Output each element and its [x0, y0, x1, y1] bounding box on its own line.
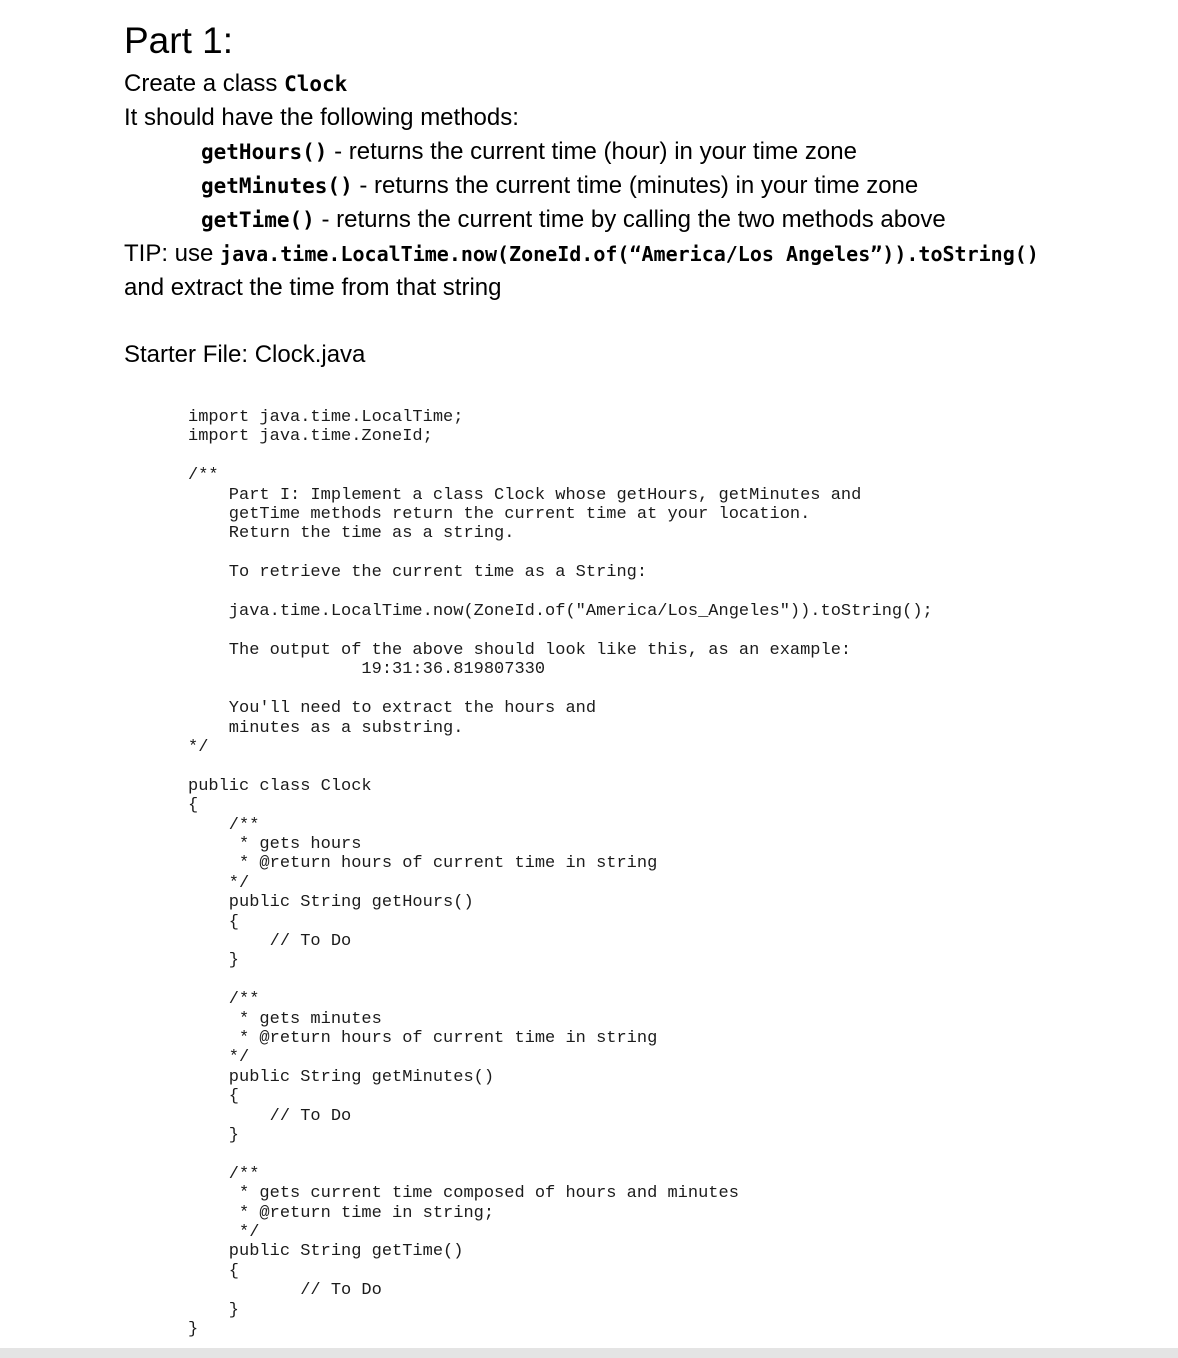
- create-class-line: [124, 67, 347, 101]
- code-line: [188, 680, 933, 699]
- code-line: Return the time as a string.: [188, 524, 515, 544]
- code-line: Part I: Implement a class Clock whose getHours, getMinutes and: [188, 485, 862, 505]
- code-line: You'll need to extract the hours and: [188, 699, 597, 719]
- code-line: * gets current time composed of hours and minutes: [188, 1184, 739, 1204]
- code-line: [188, 757, 933, 776]
- create-class-text: Create a class: [124, 70, 285, 97]
- code-line: */: [188, 1048, 250, 1068]
- page-title: Part 1:: [124, 20, 233, 61]
- code-line: [188, 621, 933, 640]
- code-line: public String getMinutes(): [188, 1067, 495, 1087]
- code-line: The output of the above should look like this, as an example:: [188, 640, 852, 660]
- method-description: - returns the current time (minutes) in your time zone: [352, 172, 919, 199]
- code-line: }: [188, 1126, 240, 1146]
- method-name: getHours(): [201, 140, 328, 164]
- code-line: {: [188, 1087, 240, 1107]
- method-description: - returns the current time by calling the two methods above: [314, 206, 946, 233]
- code-line: import java.time.LocalTime;: [188, 408, 464, 427]
- code-line: [188, 971, 933, 990]
- code-line: getTime methods return the current time at your location.: [188, 505, 811, 525]
- code-line: * gets hours: [188, 834, 362, 854]
- code-line: // To Do: [188, 1281, 382, 1301]
- code-line: [188, 583, 933, 602]
- code-line: // To Do: [188, 1106, 352, 1126]
- code-line: java.time.LocalTime.now(ZoneId.of("America/Los_Angeles")).toString();: [188, 602, 933, 622]
- starter-file-label: Starter File: Clock.java: [124, 341, 366, 368]
- code-line: // To Do: [188, 931, 352, 951]
- code-line: * @return hours of current time in string: [188, 854, 658, 874]
- code-line: }: [188, 1320, 199, 1340]
- code-line: [188, 1145, 933, 1164]
- tip-code: java.time.LocalTime.now(ZoneId.of(“America/Los Angeles”)).toString(): [220, 242, 1039, 266]
- code-block: [188, 408, 933, 1340]
- code-line: */: [188, 737, 209, 757]
- code-line: 19:31:36.819807330: [188, 660, 546, 680]
- tip-line: [124, 237, 1039, 271]
- bottom-divider: [0, 1348, 1178, 1358]
- code-line: }: [188, 1300, 240, 1320]
- method-item: [201, 135, 857, 169]
- code-line: {: [188, 912, 240, 932]
- code-line: {: [188, 1261, 240, 1281]
- code-line: /**: [188, 990, 260, 1010]
- method-item: [201, 169, 918, 203]
- tip-label: TIP: use: [124, 240, 221, 267]
- code-line: public String getTime(): [188, 1242, 464, 1262]
- code-line: * @return hours of current time in string: [188, 1029, 658, 1048]
- code-line: [188, 544, 933, 563]
- method-name: getMinutes(): [201, 174, 353, 198]
- code-line: /**: [188, 1164, 260, 1184]
- code-line: /**: [188, 815, 260, 835]
- code-line: * gets minutes: [188, 1009, 382, 1029]
- code-line: import java.time.ZoneId;: [188, 427, 433, 447]
- code-line: }: [188, 951, 240, 971]
- method-description: - returns the current time (hour) in your time zone: [327, 138, 857, 165]
- code-line: /**: [188, 466, 219, 486]
- tip-suffix: and extract the time from that string: [124, 274, 502, 301]
- code-line: public class Clock: [188, 776, 372, 796]
- method-item: [201, 203, 946, 237]
- code-line: To retrieve the current time as a String:: [188, 563, 648, 583]
- method-name: getTime(): [201, 208, 315, 232]
- code-line: [188, 447, 933, 466]
- code-line: */: [188, 1223, 260, 1243]
- code-line: */: [188, 873, 250, 893]
- code-line: {: [188, 796, 199, 816]
- code-line: * @return time in string;: [188, 1203, 495, 1223]
- methods-intro: It should have the following methods:: [124, 104, 519, 131]
- class-name: Clock: [284, 72, 348, 96]
- code-line: minutes as a substring.: [188, 718, 464, 738]
- code-line: public String getHours(): [188, 893, 474, 913]
